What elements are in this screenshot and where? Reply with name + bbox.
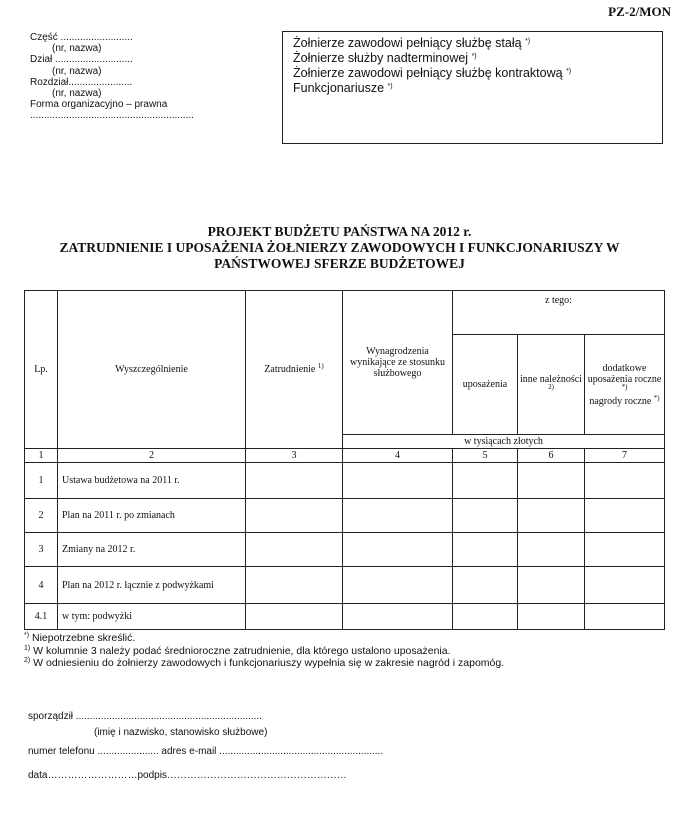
date-signature-field[interactable]: data………………………podpis……………………………………………… bbox=[28, 770, 347, 781]
budget-table bbox=[24, 290, 665, 630]
cell[interactable] bbox=[246, 567, 343, 604]
czesc-caption: (nr, nazwa) bbox=[52, 43, 102, 55]
cell[interactable] bbox=[453, 604, 518, 630]
row-label: Ustawa budżetowa na 2011 r. bbox=[58, 463, 246, 499]
header-zatrudnienie: Zatrudnienie $^{1)}$ bbox=[246, 291, 343, 449]
cell[interactable] bbox=[453, 463, 518, 499]
contact-field[interactable]: numer telefonu ...................... adres e-mail ........................................................... bbox=[28, 746, 384, 757]
colnum-5: 5 bbox=[453, 449, 518, 463]
table-row bbox=[25, 567, 665, 604]
cell[interactable] bbox=[246, 499, 343, 533]
rozdzial-field[interactable]: Rozdział....................... bbox=[30, 76, 133, 88]
cell[interactable] bbox=[343, 604, 453, 630]
forma-field[interactable]: ........................................................... bbox=[30, 110, 194, 122]
cell[interactable] bbox=[246, 604, 343, 630]
colnum-1: 1 bbox=[25, 449, 58, 463]
footnote: $^{2)}$ W odniesieniu do żołnierzy zawodowych i funkcjonariuszy wypełnia się w zakresie nagród i zapomóg. bbox=[24, 657, 505, 669]
page-title: PROJEKT BUDŻETU PAŃSTWA NA 2012 r. ZATRUDNIENIE I UPOSAŻENIA ŻOŁNIERZY ZAWODOWYCH I FUNKCJONARIUSZY W PAŃSTWOWEJ SFERZE BUDŻETOWEJ bbox=[59, 224, 620, 271]
colnum-2: 2 bbox=[58, 449, 246, 463]
footnotes bbox=[24, 632, 504, 670]
table-row bbox=[25, 463, 665, 499]
cell[interactable] bbox=[518, 567, 585, 604]
cell[interactable] bbox=[518, 604, 585, 630]
cell[interactable] bbox=[453, 567, 518, 604]
row-lp: 2 bbox=[25, 499, 58, 533]
sporzadzil-field[interactable]: sporządził ................................................................... bbox=[28, 711, 262, 722]
colnum-6: 6 bbox=[518, 449, 585, 463]
cell[interactable] bbox=[585, 499, 665, 533]
cell[interactable] bbox=[585, 533, 665, 567]
category-option-funkcjonariusze: Funkcjonariusze *) bbox=[293, 81, 393, 95]
header-wyszczegolnienie: Wyszczególnienie bbox=[58, 291, 246, 449]
row-lp: 4 bbox=[25, 567, 58, 604]
row-label: w tym: podwyżki bbox=[58, 604, 246, 630]
header-inne: inne należności $^{2)}$ bbox=[518, 335, 585, 435]
row-lp: 3 bbox=[25, 533, 58, 567]
header-dodatkowe: dodatkowe uposażenia roczne *) nagrody roczne *) bbox=[585, 335, 665, 435]
cell[interactable] bbox=[518, 499, 585, 533]
cell[interactable] bbox=[343, 463, 453, 499]
category-option-kontraktowa: Żołnierze zawodowi pełniący służbę kontraktową *) bbox=[293, 66, 572, 80]
table-row bbox=[25, 533, 665, 567]
cell[interactable] bbox=[246, 463, 343, 499]
colnum-4: 4 bbox=[343, 449, 453, 463]
dzial-field[interactable]: Dział ............................ bbox=[30, 54, 133, 66]
cell[interactable] bbox=[518, 533, 585, 567]
cell[interactable] bbox=[585, 604, 665, 630]
cell[interactable] bbox=[343, 567, 453, 604]
cell[interactable] bbox=[343, 533, 453, 567]
colnum-7: 7 bbox=[585, 449, 665, 463]
cell[interactable] bbox=[585, 463, 665, 499]
header-wynagrodzenia: Wynagrodzenia wynikające ze stosunku służbowego bbox=[343, 291, 453, 435]
footnote: *) Niepotrzebne skreślić. bbox=[24, 632, 136, 644]
category-option-stala: Żołnierze zawodowi pełniący służbę stałą *) bbox=[293, 36, 531, 50]
category-option-nadterminowa: Żołnierze służby nadterminowej *) bbox=[293, 51, 477, 65]
dzial-caption: (nr, nazwa) bbox=[52, 65, 102, 77]
unit-info bbox=[30, 32, 194, 122]
row-label: Zmiany na 2012 r. bbox=[58, 533, 246, 567]
forma-label: Forma organizacyjno – prawna bbox=[30, 99, 168, 111]
sporzadzil-caption: (imię i nazwisko, stanowisko służbowe) bbox=[94, 727, 268, 738]
header-unit: w tysiącach złotych bbox=[343, 435, 665, 449]
row-lp: 1 bbox=[25, 463, 58, 499]
table-row bbox=[25, 499, 665, 533]
cell[interactable] bbox=[343, 499, 453, 533]
rozdzial-caption: (nr, nazwa) bbox=[52, 88, 102, 100]
row-label: Plan na 2012 r. łącznie z podwyżkami bbox=[58, 567, 246, 604]
footnote: $^{1)}$ W kolumnie 3 należy podać średnioroczne zatrudnienie, dla którego ustalono uposażenia. bbox=[24, 644, 451, 657]
colnum-3: 3 bbox=[246, 449, 343, 463]
table-row bbox=[25, 604, 665, 630]
form-code: PZ-2/MON bbox=[608, 4, 671, 19]
cell[interactable] bbox=[453, 499, 518, 533]
row-lp: 4.1 bbox=[25, 604, 58, 630]
header-lp: Lp. bbox=[25, 291, 58, 449]
header-uposazenia: uposażenia bbox=[453, 335, 518, 435]
cell[interactable] bbox=[453, 533, 518, 567]
cell[interactable] bbox=[246, 533, 343, 567]
cell[interactable] bbox=[585, 567, 665, 604]
czesc-field[interactable]: Część .......................... bbox=[30, 32, 133, 43]
header-z-tego: z tego: bbox=[453, 291, 665, 335]
category-box bbox=[282, 31, 663, 144]
row-label: Plan na 2011 r. po zmianach bbox=[58, 499, 246, 533]
cell[interactable] bbox=[518, 463, 585, 499]
